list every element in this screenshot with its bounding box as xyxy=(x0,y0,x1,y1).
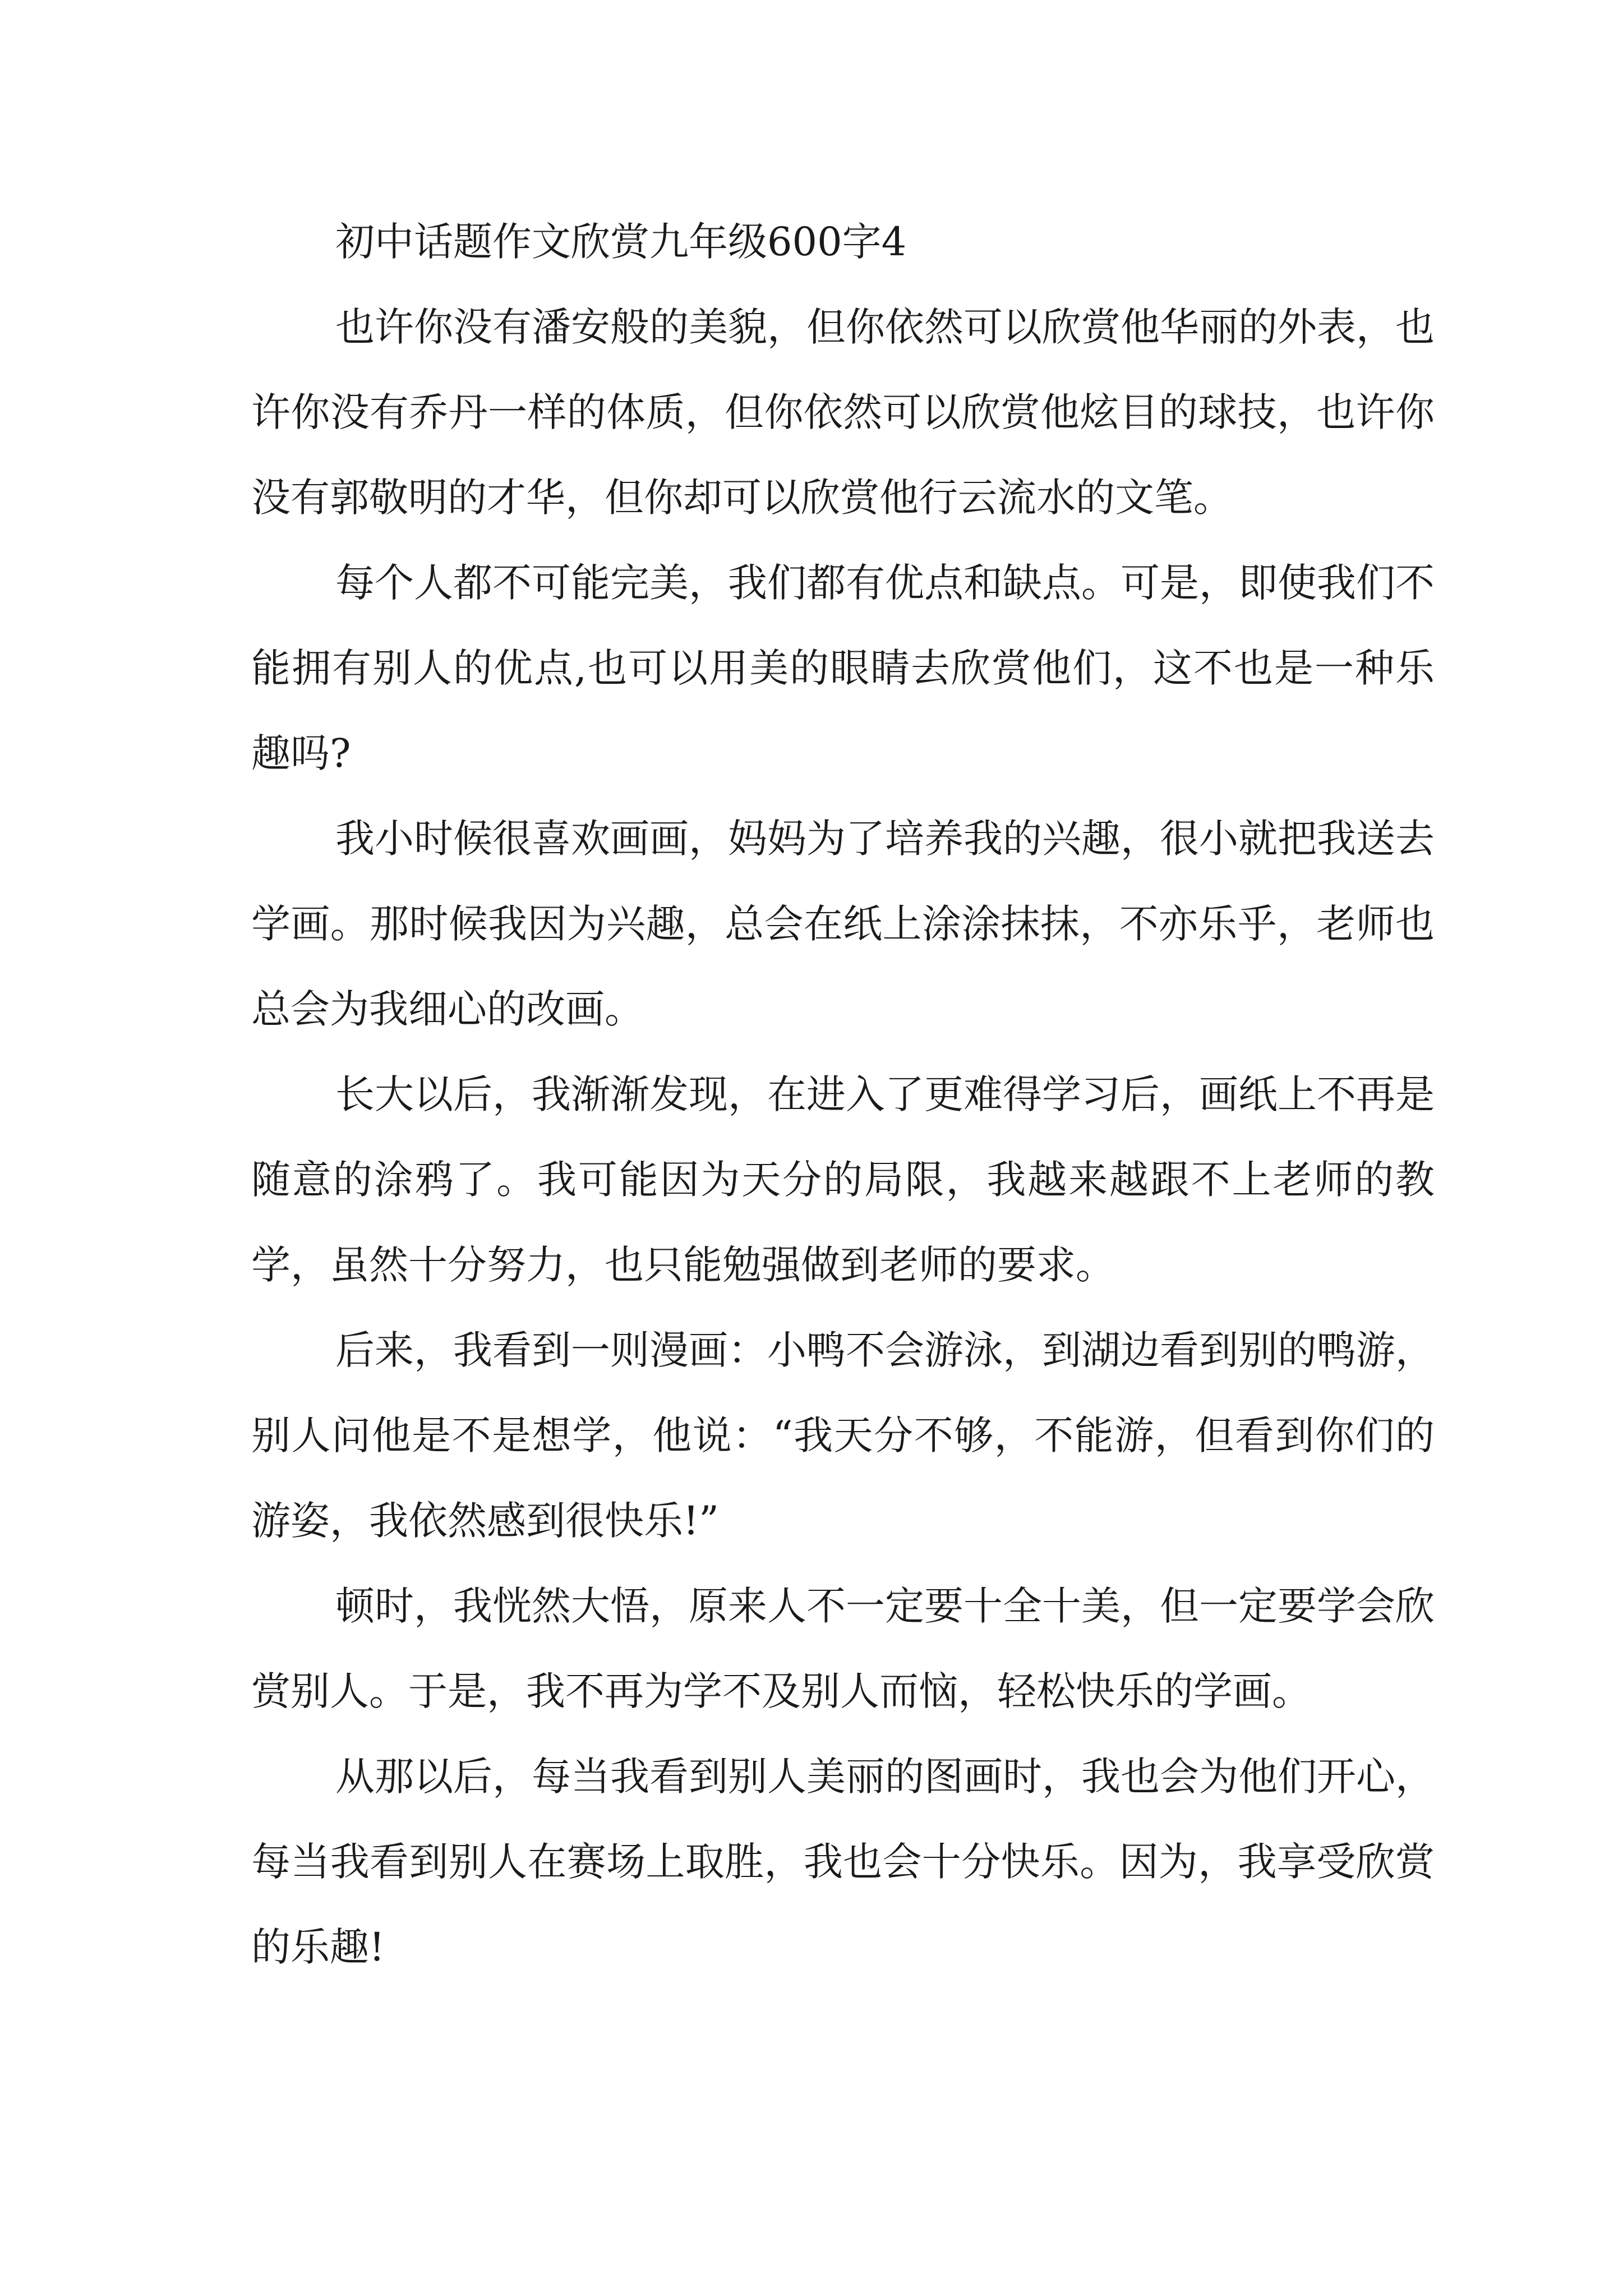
paragraph-3: 我小时候很喜欢画画，妈妈为了培养我的兴趣，很小就把我送去学画。那时候我因为兴趣，总会在纸上涂涂抹抹，不亦乐乎，老师也总会为我细心的改画。 xyxy=(251,816,1435,1032)
document-title: 初中话题作文欣赏九年级600字4 xyxy=(335,219,907,265)
paragraph-1: 也许你没有潘安般的美貌，但你依然可以欣赏他华丽的外表，也许你没有乔丹一样的体质，但你依然可以欣赏他炫目的球技，也许你没有郭敬明的才华，但你却可以欣赏他行云流水的文笔。 xyxy=(251,304,1435,521)
paragraph-2: 每个人都不可能完美，我们都有优点和缺点。可是，即使我们不能拥有别人的优点,也可以用美的眼睛去欣赏他们，这不也是一种乐趣吗? xyxy=(251,560,1435,776)
document-body xyxy=(251,199,1435,1990)
paragraph-4: 长大以后，我渐渐发现，在进入了更难得学习后，画纸上不再是随意的涂鸦了。我可能因为天分的局限，我越来越跟不上老师的教学，虽然十分努力，也只能勉强做到老师的要求。 xyxy=(251,1071,1435,1288)
paragraph-6: 顿时，我恍然大悟，原来人不一定要十全十美，但一定要学会欣赏别人。于是，我不再为学不及别人而恼，轻松快乐的学画。 xyxy=(251,1583,1435,1714)
paragraph-5: 后来，我看到一则漫画：小鸭不会游泳，到湖边看到别的鸭游，别人问他是不是想学，他说：“我天分不够，不能游，但看到你们的游姿，我依然感到很快乐!” xyxy=(251,1327,1435,1544)
paragraph-7: 从那以后，每当我看到别人美丽的图画时，我也会为他们开心，每当我看到别人在赛场上取胜，我也会十分快乐。因为，我享受欣赏的乐趣! xyxy=(251,1754,1435,1970)
